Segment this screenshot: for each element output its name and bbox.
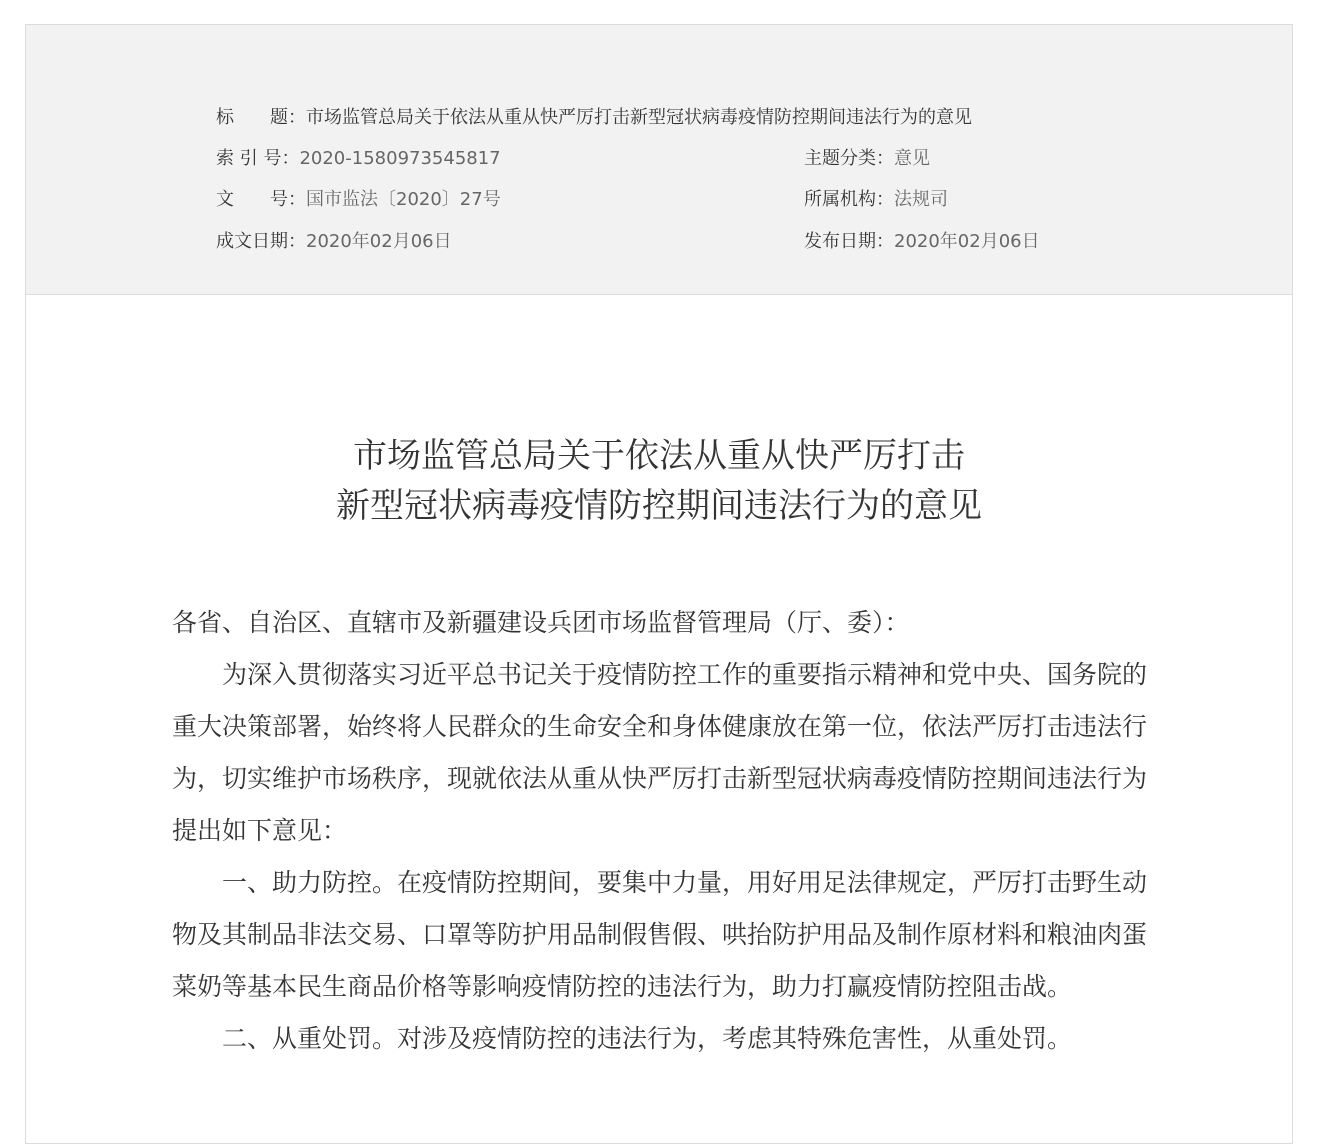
meta-written-value: 2020年02月06日 [306, 231, 452, 252]
article-salutation: 各省、自治区、直辖市及新疆建设兵团市场监督管理局（厅、委）： [172, 608, 910, 637]
meta-written-label: 成文日期： [216, 231, 306, 252]
meta-category-label: 主题分类： [804, 148, 894, 169]
meta-title-row [216, 106, 972, 130]
meta-docno-row [216, 188, 501, 212]
article-title-line-1: 市场监管总局关于依法从重从快严厉打击 [353, 436, 965, 476]
meta-docno-label: 文 号： [216, 189, 306, 210]
article-paragraph: 一、助力防控。在疫情防控期间，要集中力量，用好用足法律规定，严厉打击野生动物及其制品非法交易、口罩等防护用品制假售假、哄抬防护用品及制作原材料和粮油肉蛋菜奶等基本民生商品价格等影响疫情防控的违法行为，助力打赢疫情防控阻击战。 [172, 868, 1148, 1001]
meta-docno-value: 国市监法〔2020〕27号 [306, 189, 501, 210]
meta-title-label: 标 题： [216, 107, 306, 128]
meta-written-row [216, 230, 452, 254]
meta-category-value: 意见 [894, 148, 930, 169]
metadata-panel [26, 25, 1292, 295]
meta-index-label: 索 引 号： [216, 148, 300, 169]
article-title-line-2: 新型冠状病毒疫情防控期间违法行为的意见 [336, 486, 982, 526]
article-body [172, 597, 1152, 1065]
meta-published-value: 2020年02月06日 [894, 231, 1040, 252]
article-paragraph: 二、从重处罚。对涉及疫情防控的违法行为，考虑其特殊危害性，从重处罚。 [222, 1024, 1073, 1053]
page-frame [25, 24, 1293, 1144]
meta-published-row [804, 230, 1040, 254]
article-title [26, 431, 1292, 531]
meta-category-row [804, 147, 930, 171]
meta-published-label: 发布日期： [804, 231, 894, 252]
meta-index-row [216, 147, 501, 171]
meta-org-label: 所属机构： [804, 189, 894, 210]
meta-org-row [804, 188, 948, 212]
meta-title-value: 市场监管总局关于依法从重从快严厉打击新型冠状病毒疫情防控期间违法行为的意见 [306, 107, 972, 128]
meta-org-value: 法规司 [894, 189, 948, 210]
article-paragraph: 为深入贯彻落实习近平总书记关于疫情防控工作的重要指示精神和党中央、国务院的重大决策部署，始终将人民群众的生命安全和身体健康放在第一位，依法严厉打击违法行为，切实维护市场秩序，现就依法从重从快严厉打击新型冠状病毒疫情防控期间违法行为提出如下意见： [172, 660, 1148, 845]
meta-index-value: 2020-1580973545817 [299, 148, 501, 169]
